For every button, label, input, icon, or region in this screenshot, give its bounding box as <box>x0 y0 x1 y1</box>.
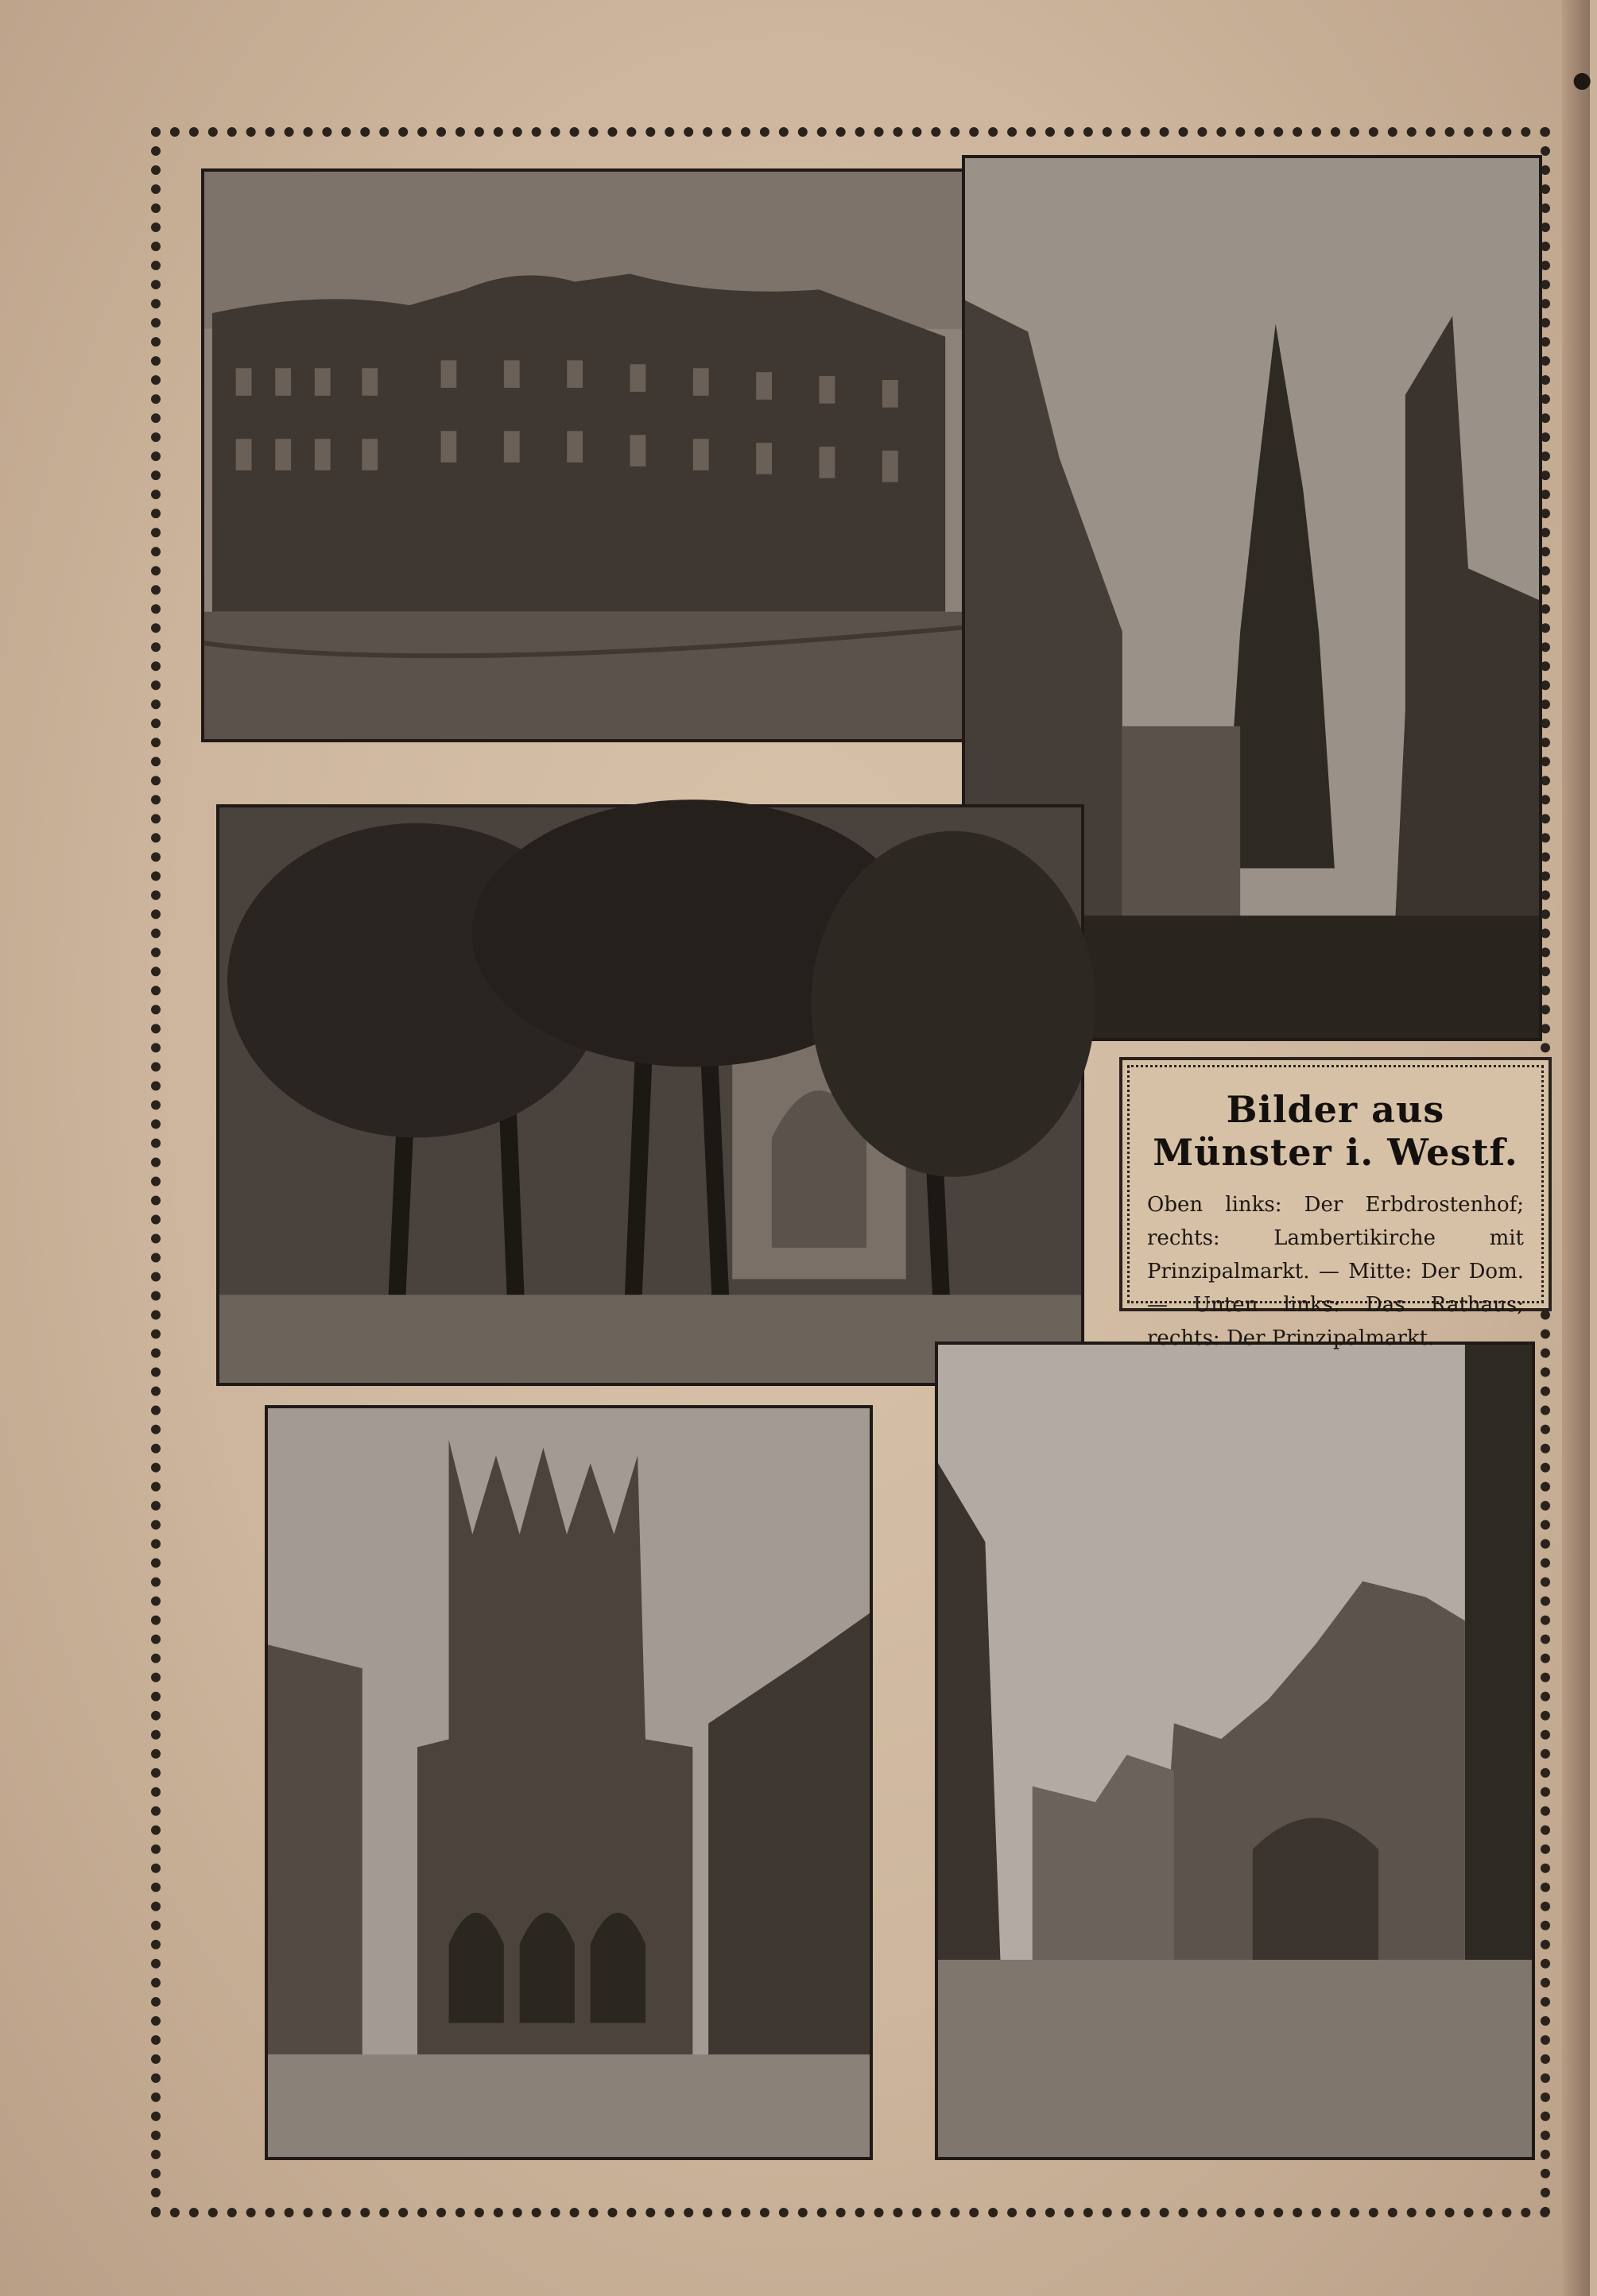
photo-prinzipalmarkt <box>935 1342 1535 2160</box>
edge-ornament: • <box>1567 56 1597 111</box>
rathaus-image <box>268 1408 870 2157</box>
caption-title: Bilder aus Münster i. Westf. <box>1153 1088 1518 1174</box>
caption-box <box>1119 1057 1552 1350</box>
photo-dom <box>216 804 1084 1386</box>
dom-image <box>219 807 1081 1383</box>
prinzipalmarkt-image <box>938 1345 1532 2157</box>
caption-text: Oben links: Der Erbdrostenhof; rechts: Lambertikirche mit Prinzipalmarkt. — Mitte: Der Dom. — Unten links: Das Rathaus; rechts: Der Prinzipalmarkt. <box>1147 1193 1524 1350</box>
photo-rathaus <box>265 1405 873 2160</box>
adjacent-page-edge <box>1562 0 1597 2296</box>
caption-inner-border <box>1127 1065 1544 1350</box>
erbdrostenhof-image <box>204 172 963 739</box>
photo-erbdrostenhof <box>201 168 967 742</box>
